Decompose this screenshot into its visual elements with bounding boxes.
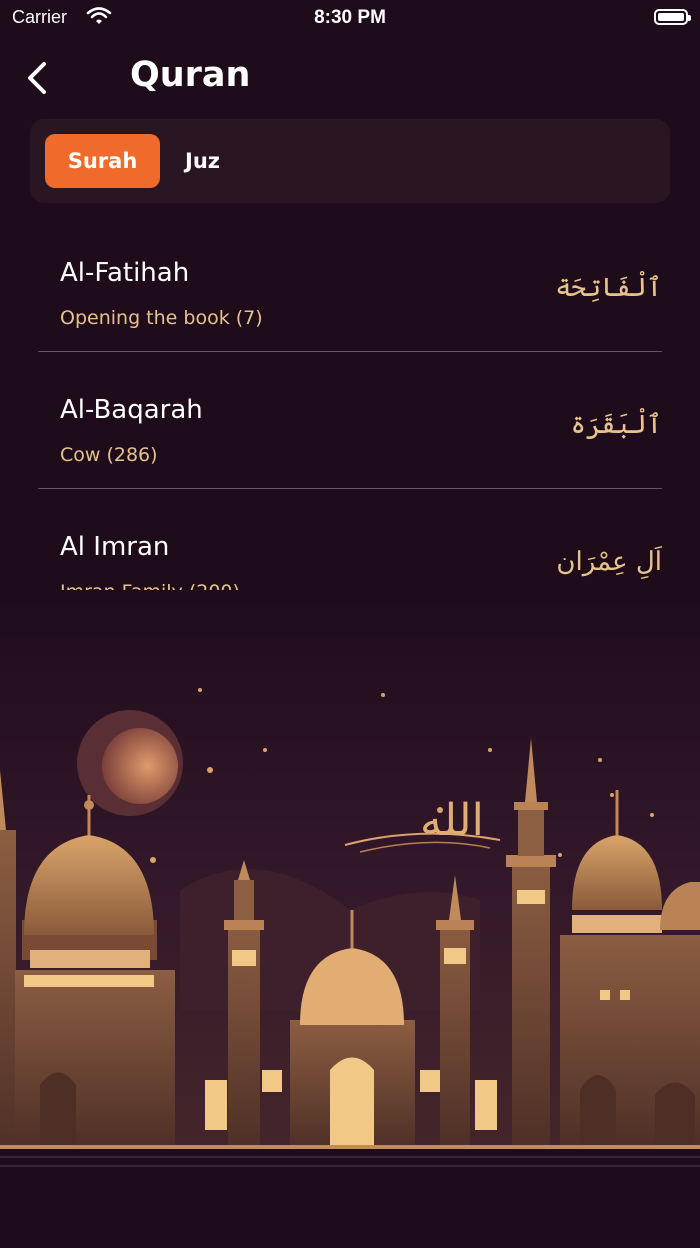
page-title: Quran xyxy=(130,55,251,95)
surah-subtitle: Cow (286) xyxy=(60,444,158,466)
tab-surah[interactable]: Surah xyxy=(45,134,160,188)
surah-name: Al Imran xyxy=(60,532,170,562)
surah-name: Al-Baqarah xyxy=(60,395,203,425)
surah-name: Al-Fatihah xyxy=(60,258,190,288)
surah-arabic-name: اَلِ عِمْرَان xyxy=(556,547,662,577)
list-item[interactable] xyxy=(38,215,662,352)
list-item[interactable] xyxy=(38,352,662,489)
carrier-label: Carrier xyxy=(12,7,68,27)
status-time: 8:30 PM xyxy=(314,7,386,28)
surah-arabic-name: ٱلْبَقَرَة xyxy=(570,410,662,440)
tab-juz[interactable]: Juz xyxy=(185,149,220,173)
chevron-left-icon xyxy=(24,58,60,98)
status-bar xyxy=(0,0,700,38)
mosque-illustration xyxy=(0,590,700,1244)
battery-icon xyxy=(654,9,688,25)
segmented-control xyxy=(30,119,670,203)
back-button[interactable] xyxy=(24,58,60,98)
surah-list[interactable] xyxy=(0,215,700,591)
surah-subtitle: Opening the book (7) xyxy=(60,307,263,329)
surah-arabic-name: ٱلْفَاتِحَة xyxy=(555,273,662,303)
calligraphy-text: الله xyxy=(420,795,484,846)
